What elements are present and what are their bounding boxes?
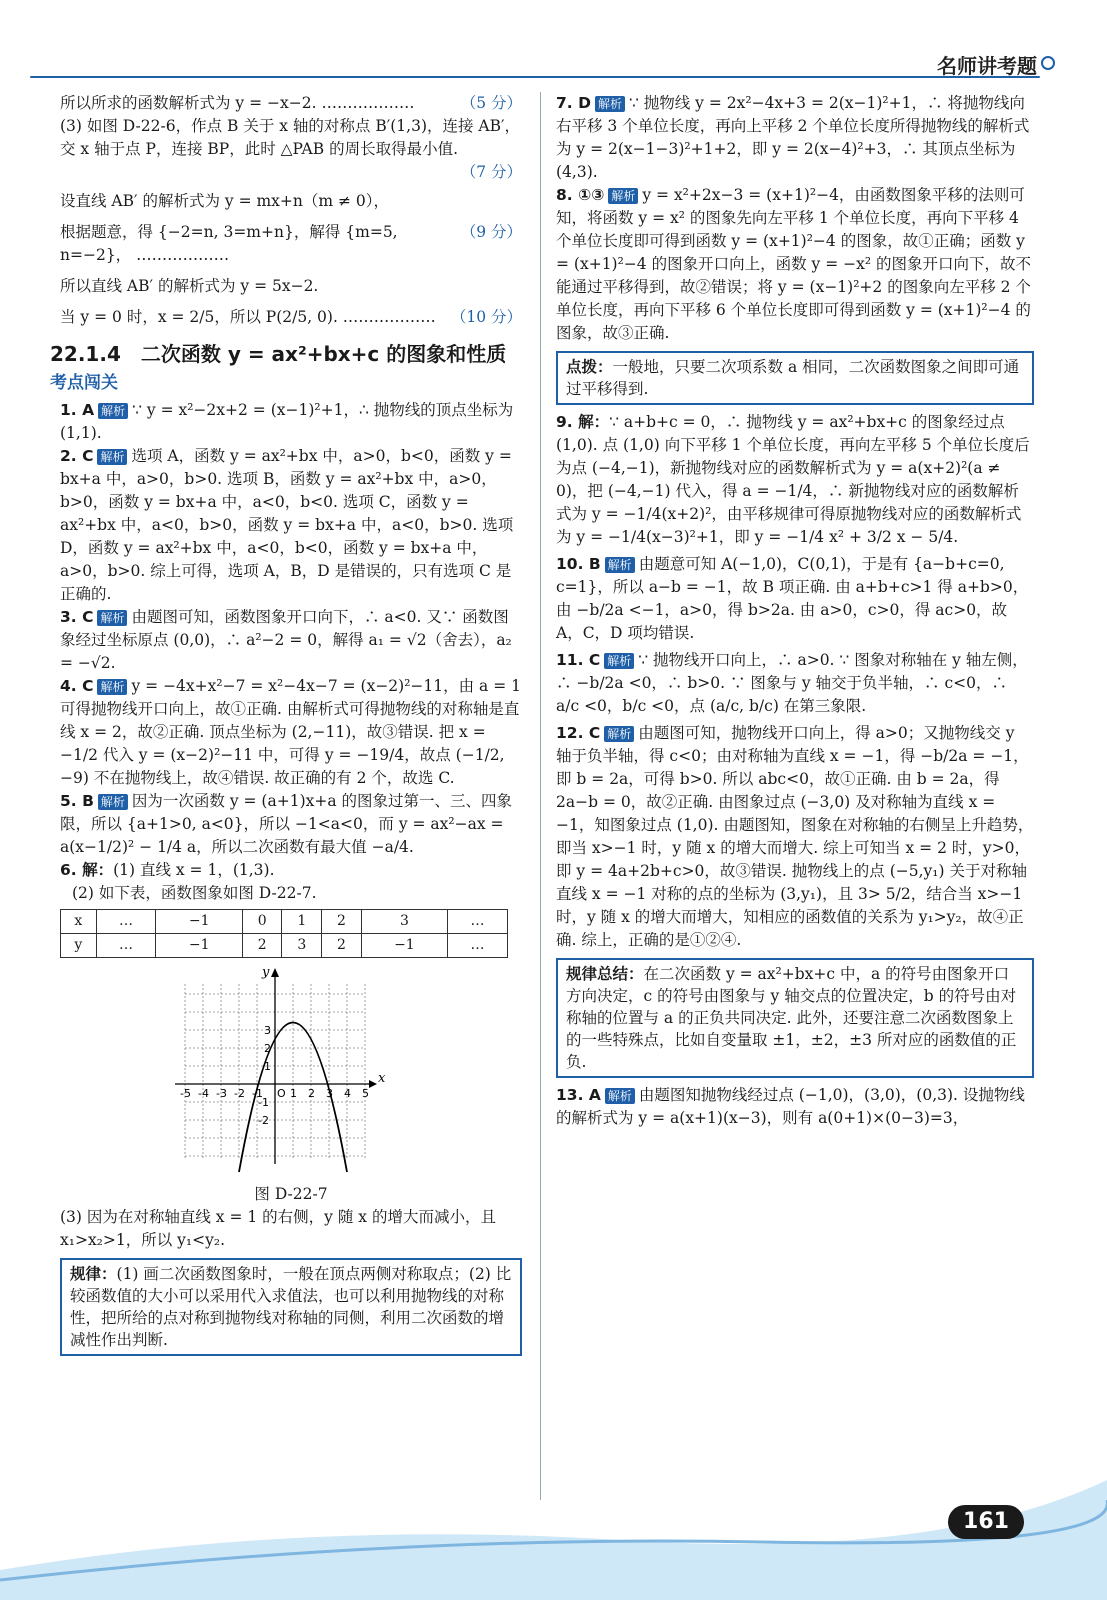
tick-label: 3 xyxy=(326,1087,333,1100)
table-row: x … −1 0 1 2 3 … xyxy=(61,910,508,934)
score-label: （5 分） xyxy=(460,94,522,112)
question-11: 11. C 解析 ∵ 抛物线开口向上，∴ a>0. ∵ 图象对称轴在 y 轴左侧，∴ −b/2a <0，∴ b>0. ∵ 图象与 y 轴交于负半轴，∴ c<0，∴ a/c <0，b/c <0，点 (a/c, b/c) 在第三象限. xyxy=(556,651,1028,715)
analysis-tag: 解析 xyxy=(595,96,625,112)
question-3: 3. C 解析 由题图可知，函数图象开口向下，∴ a<0. 又∵ 函数图象经过坐标原点 (0,0)，∴ a²−2 = 0，解得 a₁ = √2（舍去），a₂ = −√2. xyxy=(60,608,512,672)
tick-label: -1 xyxy=(252,1087,263,1100)
tick-label: 1 xyxy=(290,1087,297,1100)
analysis-tag: 解析 xyxy=(605,557,635,573)
header-rule xyxy=(30,76,1040,78)
question-6-part-3: (3) 因为在对称轴直线 x = 1 的右侧，y 随 x 的增大而减小，且 x₁>x₂>1，所以 y₁<y₂. xyxy=(60,1208,496,1249)
answer-line: 设直线 AB′ 的解析式为 y = mx+n（m ≠ 0）， xyxy=(60,192,390,210)
analysis-tag: 解析 xyxy=(97,679,127,695)
y-tick-labels xyxy=(258,1024,271,1127)
analysis-tag: 解析 xyxy=(98,794,128,810)
parabola-graph xyxy=(170,964,522,1181)
question-12: 12. C 解析 由题图可知，抛物线开口向上，得 a>0；又抛物线交 y 轴于负半轴，得 c<0；由对称轴为直线 x = −1，得 −b/2a = −1，即 b = 2a，可得 b>0. 所以 abc<0，故①正确. 由 b = 2a，得 2a−b = 0，故②正确. 由图象过点 (−3,0) 及对称轴为直线 x = −1，知图象过点 (1,0). 由题图知，图象在对称轴的右侧呈上升趋势，即当 x>−1 时，y 随 x 的增大而增大. 综上可知当 x = 2 时，y>0，即 y = 4a+2b+c>0，故③错误. 抛物线上的点 (−5,y₁) 关于对称轴直线 x = −1 对称的点的坐标为 (3,y₁)，且 3> 5/2，结合当 x>−1 时，y 随 x 的增大而增大，知相应的函数值的关系为 y₁>y₂，故④正确. 综上，正确的是①②④. xyxy=(556,724,1034,949)
header-dot-icon xyxy=(1041,56,1055,70)
question-2: 2. C 解析 选项 A，函数 y = ax²+bx 中，a>0，b<0，函数 y = bx+a 中，a>0，b>0. 选项 B，函数 y = ax²+bx 中，a>0，b>0，函数 y = bx+a 中，a<0，b<0. 选项 C，函数 y = ax²+bx 中，a<0，b>0，函数 y = bx+a 中，a<0，b>0. 选项 D，函数 y = ax²+bx 中，a<0，b<0，函数 y = bx+a 中，a>0，b>0. 综上可得，选项 A，B，D 是错误的，只有选项 C 是正确的. xyxy=(60,447,514,603)
right-column xyxy=(556,92,1034,1130)
answer-line: （5 分） 所以所求的函数解析式为 y = −x−2. ……………… xyxy=(60,92,522,115)
tick-label: 2 xyxy=(308,1087,315,1100)
analysis-tag: 解析 xyxy=(605,1088,635,1104)
tip-box: 点拨：一般地，只要二次项系数 a 相同，二次函数图象之间即可通过平移得到. xyxy=(556,351,1034,405)
question-5: 5. B 解析 因为一次函数 y = (a+1)x+a 的图象过第一、三、四象限，所以 {a+1>0, a<0}，所以 −1<a<0，而 y = ax²−ax = a(x−1/2)² − 1/4 a，所以二次函数有最大值 −a/4. xyxy=(60,792,513,856)
column-divider xyxy=(540,92,541,1500)
tick-label: -3 xyxy=(216,1087,227,1100)
tick-label: 1 xyxy=(264,1060,271,1073)
origin-label: O xyxy=(277,1087,286,1100)
question-4: 4. C 解析 y = −4x+x²−7 = x²−4x−7 = (x−2)²−11，由 a = 1 可得抛物线开口向上，故①正确. 由解析式可得抛物线的对称轴是直线 x = 2，故②正确. 顶点坐标为 (2,−11)，故③错误. 把 x = −1/2 代入 y = (x−2)²−11 中，可得 y = −19/4，故点 (−1/2, −9) 不在抛物线上，故④错误. 故正确的有 2 个，故选 C. xyxy=(60,677,522,787)
x-axis-arrow-icon xyxy=(369,1080,377,1088)
footer-wave xyxy=(0,1480,1107,1600)
tick-label: -4 xyxy=(198,1087,209,1100)
x-axis-label: x xyxy=(378,1071,386,1086)
y-axis-arrow-icon xyxy=(271,968,279,977)
question-7: 7. D 解析 ∵ 抛物线 y = 2x²−4x+3 = 2(x−1)²+1，∴ 将抛物线向右平移 3 个单位长度，再向上平移 2 个单位长度所得抛物线的解析式为 y = 2(x−1−3)²+1+2，即 y = 2(x−4)²+3，∴ 其顶点坐标为 (4,3). xyxy=(556,94,1030,181)
analysis-tag: 解析 xyxy=(97,610,127,626)
tick-label: -2 xyxy=(258,1114,269,1127)
tick-label: 3 xyxy=(264,1024,271,1037)
section-title: 22.1.4 二次函数 y = ax²+bx+c 的图象和性质 xyxy=(50,342,507,366)
rule-box: 规律：(1) 画二次函数图象时，一般在顶点两侧对称取点；(2) 比较函数值的大小可以采用代入求值法，也可以利用抛物线的对称性，把所给的点对称到抛物线对称轴的同侧，利用二次函数的增减性作出判断. xyxy=(60,1258,522,1356)
tick-label: 4 xyxy=(344,1087,351,1100)
tick-label: -1 xyxy=(258,1096,269,1109)
question-9: 9. 解：∵ a+b+c = 0，∴ 抛物线 y = ax²+bx+c 的图象经过点 (1,0). 点 (1,0) 向下平移 1 个单位长度，再向左平移 5 个单位长度后为点 (−4,−1)，新抛物线对应的函数解析式为 y = a(x+2)²(a ≠ 0)，把 (−4,−1) 代入，得 a = −1/4，∴ 新抛物线对应的函数解析式为 y = −1/4(x+2)²，由平移规律可得原抛物线对应的函数解析式为 y = −1/4(x−3)²+1，即 y = −1/4 x² + 3/2 x − 5/4. xyxy=(556,413,1030,546)
analysis-tag: 解析 xyxy=(604,726,634,742)
analysis-tag: 解析 xyxy=(97,449,127,465)
subsection-title: 考点闯关 xyxy=(50,373,118,393)
answer-line: （10 分） 当 y = 0 时，x = 2/5，所以 P(2/5, 0). ……………… xyxy=(60,308,522,326)
answer-line: 所以直线 AB′ 的解析式为 y = 5x−2. xyxy=(60,277,319,295)
tick-label: -5 xyxy=(180,1087,191,1100)
tick-label: 2 xyxy=(264,1042,271,1055)
analysis-tag: 解析 xyxy=(604,653,634,669)
answer-paragraph: (3) 如图 D-22-6，作点 B 关于 x 轴的对称点 B′(1,3)，连接 AB′，交 x 轴于点 P，连接 BP，此时 △PAB 的周长取得最小值. xyxy=(60,117,521,158)
value-table xyxy=(60,909,508,958)
y-axis-label: y xyxy=(262,965,270,980)
analysis-tag: 解析 xyxy=(608,188,638,204)
left-column xyxy=(50,92,522,1362)
page-number: 161 xyxy=(948,1505,1024,1539)
answer-line: （9 分） 根据题意，得 {−2=n, 3=m+n}，解得 {m=5, n=−2}， ……………… xyxy=(60,223,522,264)
header-title: 名师讲考题 xyxy=(937,54,1037,78)
question-6-part-2: (2) 如下表，函数图象如图 D-22-7. xyxy=(72,884,317,902)
question-6: 6. 解：(1) 直线 x = 1，(1,3). xyxy=(60,861,275,879)
question-1: 1. A 解析 ∵ y = x²−2x+2 = (x−1)²+1，∴ 抛物线的顶点坐标为 (1,1). xyxy=(60,401,514,442)
graph-svg xyxy=(170,964,390,1174)
question-8: 8. ①③ 解析 y = x²+2x−3 = (x+1)²−4，由函数图象平移的法则可知，将函数 y = x² 的图象先向左平移 1 个单位长度，再向下平移 4 个单位长度即可得到函数 y = (x+1)²−4 的图象，故①正确；函数 y = (x+1)²−4 的图象开口向上，函数 y = −x² 的图象开口向下，故不能通过平移得到，故②错误；将 y = (x−1)²+2 的图象向左平移 2 个单位长度，再向下平移 6 个单位长度即可得到函数 y = (x+1)²−4 的图象，故③正确. xyxy=(556,186,1031,342)
score-label: （7 分） xyxy=(460,163,522,181)
figure-caption: 图 D-22-7 xyxy=(254,1185,328,1203)
tick-label: 5 xyxy=(362,1087,369,1100)
analysis-tag: 解析 xyxy=(98,403,128,419)
rule-summary-box: 规律总结：在二次函数 y = ax²+bx+c 中，a 的符号由图象开口方向决定，c 的符号由图象与 y 轴交点的位置决定，b 的符号由对称轴的位置与 a 的正负共同决定. 此外，还要注意二次函数图象上的一些特殊点，比如自变量取 ±1，±2，±3 所对应的函数值的正负. xyxy=(556,958,1034,1078)
table-row: y … −1 2 3 2 −1 … xyxy=(61,934,508,958)
tick-label: -2 xyxy=(234,1087,245,1100)
question-13: 13. A 解析 由题图知抛物线经过点 (−1,0)，(3,0)，(0,3). 设抛物线的解析式为 y = a(x+1)(x−3)，则有 a(0+1)×(0−3)=3， xyxy=(556,1086,1025,1127)
question-10: 10. B 解析 由题意可知 A(−1,0)，C(0,1)，于是有 {a−b+c=0, c=1}，所以 a−b = −1，故 B 项正确. 由 a+b+c>1 得 a+b>0，由 −b/2a <−1，a>0，得 b>2a. 由 a>0，c>0，得 ac>0，故 A，C，D 项均错误. xyxy=(556,555,1029,642)
